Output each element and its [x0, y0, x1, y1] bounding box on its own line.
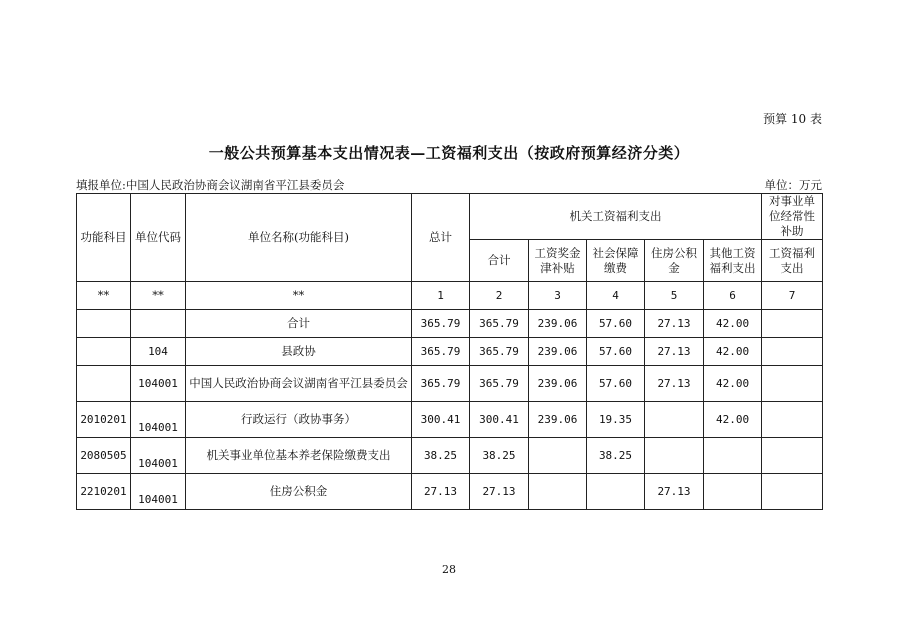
cell-total: 365.79: [412, 310, 470, 338]
cell-func-code: [77, 338, 131, 366]
cell-func-code: 2080505: [77, 438, 131, 474]
cell-housing: 27.13: [645, 338, 704, 366]
cell-func-code: [77, 310, 131, 338]
cell-other: 42.00: [704, 366, 762, 402]
cell-inst: [762, 338, 823, 366]
cell-social: 57.60: [587, 338, 645, 366]
col-header-inst-wages: 工资福利支出: [762, 240, 823, 282]
cell-social: 19.35: [587, 402, 645, 438]
reporting-unit: 填报单位:中国人民政治协商会议湖南省平江县委员会: [76, 178, 345, 192]
col-header-func-code: 功能科目: [77, 194, 131, 282]
col-header-other: 其他工资福利支出: [704, 240, 762, 282]
cell-func-code: [77, 366, 131, 402]
cell-unit-code: 104001: [131, 438, 186, 474]
cell-unit-name: 中国人民政治协商会议湖南省平江县委员会: [186, 366, 412, 402]
cell-unit-code: 104001: [131, 366, 186, 402]
cell-total: 27.13: [412, 474, 470, 510]
index-row: [77, 282, 823, 310]
col-header-total: 总计: [412, 194, 470, 282]
cell-social: 57.60: [587, 366, 645, 402]
cell-wages: [529, 474, 587, 510]
col-group-gov-wages: 机关工资福利支出: [470, 194, 762, 240]
cell-wages: 239.06: [529, 310, 587, 338]
cell-wages: [529, 438, 587, 474]
col-header-wages: 工资奖金津补贴: [529, 240, 587, 282]
index-cell: 4: [587, 282, 645, 310]
index-cell: 7: [762, 282, 823, 310]
cell-unit-name: 合计: [186, 310, 412, 338]
cell-housing: 27.13: [645, 310, 704, 338]
cell-housing: 27.13: [645, 366, 704, 402]
col-group-inst-subsidy: 对事业单位经常性补助: [762, 194, 823, 240]
cell-unit-name: 行政运行（政协事务）: [186, 402, 412, 438]
cell-wages: 239.06: [529, 366, 587, 402]
cell-housing: [645, 402, 704, 438]
cell-total: 300.41: [412, 402, 470, 438]
index-cell: 3: [529, 282, 587, 310]
cell-unit-code: 104001: [131, 474, 186, 510]
cell-social: 38.25: [587, 438, 645, 474]
cell-total: 38.25: [412, 438, 470, 474]
index-cell: **: [131, 282, 186, 310]
cell-wages: 239.06: [529, 338, 587, 366]
cell-sum: 365.79: [470, 338, 529, 366]
cell-other: [704, 474, 762, 510]
page-number: 28: [442, 563, 456, 576]
cell-housing: 27.13: [645, 474, 704, 510]
cell-inst: [762, 366, 823, 402]
col-header-unit-code: 单位代码: [131, 194, 186, 282]
form-number: 预算 10 表: [763, 112, 822, 126]
cell-other: 42.00: [704, 402, 762, 438]
budget-table: [76, 193, 823, 510]
cell-sum: 365.79: [470, 310, 529, 338]
cell-inst: [762, 438, 823, 474]
cell-housing: [645, 438, 704, 474]
col-header-social: 社会保障缴费: [587, 240, 645, 282]
col-header-housing: 住房公积金: [645, 240, 704, 282]
index-cell: 2: [470, 282, 529, 310]
col-header-unit-name: 单位名称(功能科目): [186, 194, 412, 282]
cell-other: [704, 438, 762, 474]
cell-func-code: 2010201: [77, 402, 131, 438]
cell-sum: 27.13: [470, 474, 529, 510]
cell-social: 57.60: [587, 310, 645, 338]
cell-inst: [762, 402, 823, 438]
cell-unit-code: 104001: [131, 402, 186, 438]
cell-unit-name: 住房公积金: [186, 474, 412, 510]
table-row: [77, 310, 823, 338]
cell-unit-name: 机关事业单位基本养老保险缴费支出: [186, 438, 412, 474]
index-cell: **: [186, 282, 412, 310]
index-cell: 6: [704, 282, 762, 310]
cell-func-code: 2210201: [77, 474, 131, 510]
table-row: [77, 338, 823, 366]
cell-total: 365.79: [412, 366, 470, 402]
cell-total: 365.79: [412, 338, 470, 366]
table-row: [77, 402, 823, 438]
cell-inst: [762, 310, 823, 338]
cell-wages: 239.06: [529, 402, 587, 438]
cell-sum: 38.25: [470, 438, 529, 474]
index-cell: 1: [412, 282, 470, 310]
cell-unit-code: 104: [131, 338, 186, 366]
cell-social: [587, 474, 645, 510]
table-row: [77, 366, 823, 402]
col-header-sum: 合计: [470, 240, 529, 282]
currency-unit: 单位：万元: [764, 178, 822, 192]
index-cell: **: [77, 282, 131, 310]
table-row: [77, 438, 823, 474]
cell-sum: 365.79: [470, 366, 529, 402]
cell-other: 42.00: [704, 338, 762, 366]
index-cell: 5: [645, 282, 704, 310]
cell-other: 42.00: [704, 310, 762, 338]
cell-unit-code: [131, 310, 186, 338]
cell-unit-name: 县政协: [186, 338, 412, 366]
table-row: [77, 474, 823, 510]
cell-sum: 300.41: [470, 402, 529, 438]
page-title: 一般公共预算基本支出情况表—工资福利支出（按政府预算经济分类）: [208, 144, 690, 162]
cell-inst: [762, 474, 823, 510]
